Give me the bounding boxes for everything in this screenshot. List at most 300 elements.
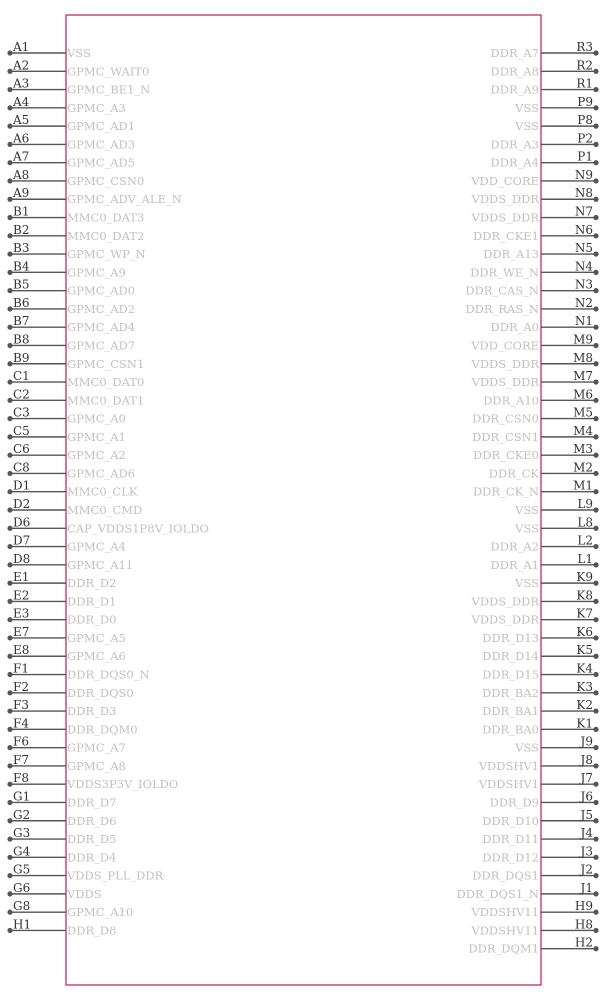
pin-number: K1 <box>576 716 593 731</box>
pin-number: B5 <box>13 277 30 292</box>
pin-number: J7 <box>580 771 593 786</box>
pin-a2 <box>7 58 149 78</box>
pin-number: A4 <box>13 94 30 109</box>
pin-end-dot <box>7 215 12 220</box>
pin-end-dot <box>593 69 598 74</box>
ic-body-outline <box>66 15 541 985</box>
pin-number: M9 <box>573 332 593 347</box>
pin-name: DDR_D6 <box>67 813 117 828</box>
pin-name: DDR_DQM1 <box>468 941 539 956</box>
pin-end-dot <box>593 946 598 951</box>
pin-name: GPMC_A5 <box>67 630 126 645</box>
pin-end-dot <box>593 87 598 92</box>
pin-number: G4 <box>13 844 31 859</box>
pin-name: DDR_CSN0 <box>472 411 539 426</box>
pin-end-dot <box>593 489 598 494</box>
pin-end-dot <box>593 124 598 129</box>
pin-b2 <box>7 223 144 243</box>
pin-end-dot <box>7 197 12 202</box>
pin-end-dot <box>593 325 598 330</box>
pin-a4 <box>7 95 125 115</box>
pin-end-dot <box>7 635 12 640</box>
pin-number: P8 <box>577 113 593 128</box>
pin-end-dot <box>593 544 598 549</box>
pin-number: J1 <box>580 880 593 895</box>
pin-name: DDR_A3 <box>490 137 539 152</box>
pin-d8 <box>7 552 133 572</box>
pin-end-dot <box>593 891 598 896</box>
pin-end-dot <box>7 471 12 476</box>
pin-m8 <box>471 351 599 371</box>
pin-end-dot <box>7 891 12 896</box>
pin-number: C3 <box>13 405 30 420</box>
pin-end-dot <box>593 581 598 586</box>
pin-name: GPMC_A8 <box>67 758 126 773</box>
pin-number: A9 <box>13 186 30 201</box>
pin-name: DDR_BA0 <box>482 722 539 737</box>
pin-name: DDR_DQS1 <box>472 868 539 883</box>
pin-number: F7 <box>13 752 29 767</box>
pin-b4 <box>7 259 125 279</box>
pin-number: M1 <box>573 478 593 493</box>
pin-number: H9 <box>574 899 593 914</box>
pin-number: G6 <box>13 880 31 895</box>
pin-end-dot <box>7 507 12 512</box>
pin-end-dot <box>7 142 12 147</box>
pin-c2 <box>7 387 144 407</box>
pin-name: DDR_D1 <box>67 594 117 609</box>
pin-end-dot <box>593 434 598 439</box>
pin-end-dot <box>593 160 598 165</box>
pin-number: B7 <box>13 314 30 329</box>
pin-number: C8 <box>13 460 30 475</box>
pin-number: C2 <box>13 387 30 402</box>
pin-number: H2 <box>574 935 593 950</box>
pin-end-dot <box>7 928 12 933</box>
pin-d2 <box>7 497 142 517</box>
pin-end-dot <box>7 763 12 768</box>
pin-g2 <box>7 808 116 828</box>
pin-number: J5 <box>580 807 593 822</box>
pin-name: VDDS_DDR <box>471 375 539 390</box>
pin-k7 <box>471 607 599 627</box>
pin-name: GPMC_AD2 <box>67 301 136 316</box>
pin-name: GPMC_AD6 <box>67 466 136 481</box>
pin-number: J3 <box>580 844 593 859</box>
pin-number: E8 <box>13 643 30 658</box>
pin-name: GPMC_A7 <box>67 740 126 755</box>
pin-number: A2 <box>13 58 30 73</box>
pin-name: DDR_D13 <box>482 630 539 645</box>
pin-name: DDR_D10 <box>482 813 539 828</box>
pin-name: VDDSHV1 <box>478 758 539 773</box>
pin-end-dot <box>7 105 12 110</box>
pin-name: GPMC_A10 <box>67 905 134 920</box>
pin-name: DDR_D14 <box>482 649 539 664</box>
pin-name: DDR_A1 <box>490 557 539 572</box>
pin-p2 <box>491 131 599 151</box>
pin-d6 <box>7 515 209 535</box>
pin-end-dot <box>7 343 12 348</box>
pin-name: GPMC_A11 <box>67 557 134 572</box>
pin-e2 <box>7 588 116 608</box>
pin-g4 <box>7 844 116 864</box>
pin-name: GPMC_ADV_ALE_N <box>67 192 182 207</box>
pin-number: B4 <box>13 259 30 274</box>
pin-name: VSS <box>515 503 539 517</box>
pin-number: P2 <box>577 131 593 146</box>
pin-f1 <box>7 662 149 682</box>
pin-e8 <box>7 643 125 663</box>
pin-end-dot <box>593 727 598 732</box>
pin-number: G3 <box>13 826 31 841</box>
pin-name: DDR_D5 <box>67 832 117 847</box>
pin-m1 <box>473 479 599 499</box>
pin-number: G8 <box>13 899 31 914</box>
pin-name: GPMC_BE1_N <box>67 82 151 97</box>
pin-name: DDR_A9 <box>490 82 539 97</box>
pin-f8 <box>7 771 178 791</box>
pin-number: C5 <box>13 423 30 438</box>
pin-name: DDR_D12 <box>482 850 539 865</box>
pin-name: VDD_CORE <box>471 173 539 188</box>
pin-a7 <box>7 150 135 170</box>
pin-name: VSS <box>67 46 91 60</box>
pin-end-dot <box>593 526 598 531</box>
pin-number: M8 <box>573 350 593 365</box>
pin-number: E7 <box>13 624 30 639</box>
pin-end-dot <box>7 818 12 823</box>
pin-number: G2 <box>13 807 31 822</box>
pin-name: GPMC_A3 <box>67 100 126 115</box>
pin-name: DDR_DQS0 <box>67 685 134 700</box>
pin-number: N8 <box>574 186 593 201</box>
pin-end-dot <box>593 818 598 823</box>
pin-number: M2 <box>573 460 593 475</box>
pin-number: N4 <box>574 259 593 274</box>
pin-number: N3 <box>574 277 593 292</box>
pin-end-dot <box>7 727 12 732</box>
pin-a5 <box>7 113 135 133</box>
pin-end-dot <box>593 745 598 750</box>
pin-d7 <box>7 534 125 554</box>
pin-number: N9 <box>574 167 593 182</box>
pin-number: K4 <box>576 661 593 676</box>
pin-c8 <box>7 460 135 480</box>
pin-end-dot <box>7 69 12 74</box>
pin-h9 <box>470 899 598 919</box>
pin-number: J9 <box>580 734 593 749</box>
pin-j9 <box>514 735 598 755</box>
pin-name: VDD_CORE <box>471 338 539 353</box>
pin-number: M7 <box>573 369 593 384</box>
pin-end-dot <box>7 306 12 311</box>
pin-name: VDDS <box>67 886 102 901</box>
pin-name: DDR_D7 <box>67 795 117 810</box>
pin-number: R2 <box>576 58 593 73</box>
pin-number: A1 <box>13 40 30 54</box>
pin-name: VSS <box>515 740 539 755</box>
pin-a3 <box>7 77 150 97</box>
pin-name: DDR_RAS_N <box>465 301 539 316</box>
pin-end-dot <box>593 251 598 256</box>
pin-number: B3 <box>13 241 30 256</box>
pin-number: H8 <box>574 917 593 932</box>
pin-end-dot <box>593 617 598 622</box>
pin-number: L9 <box>577 497 593 511</box>
pin-number: C6 <box>13 442 30 457</box>
pin-name: DDR_CKE1 <box>473 228 539 243</box>
pin-name: VDDS3P3V_IOLDO <box>67 777 179 792</box>
pin-name: DDR_DQM0 <box>67 722 138 737</box>
pin-name: DDR_A13 <box>483 247 539 262</box>
pin-end-dot <box>7 489 12 494</box>
pin-m5 <box>472 406 599 426</box>
pin-name: DDR_DQS0_N <box>67 667 150 682</box>
pin-number: E1 <box>13 570 30 585</box>
pin-number: K9 <box>576 570 593 585</box>
pin-l9 <box>514 497 598 517</box>
pin-number: A6 <box>13 131 30 146</box>
pin-end-dot <box>593 288 598 293</box>
pin-end-dot <box>7 672 12 677</box>
pin-number: F3 <box>13 698 29 713</box>
pin-end-dot <box>593 142 598 147</box>
pin-name: VSS <box>515 521 539 536</box>
pin-h8 <box>470 917 598 937</box>
pin-number: F2 <box>13 679 29 694</box>
pin-g8 <box>7 899 133 919</box>
pin-end-dot <box>593 215 598 220</box>
pin-name: GPMC_AD5 <box>67 155 136 170</box>
pin-name: DDR_A0 <box>490 320 539 335</box>
pin-name: GPMC_A1 <box>67 429 126 444</box>
pin-end-dot <box>593 855 598 860</box>
pin-end-dot <box>7 617 12 622</box>
pin-end-dot <box>7 50 12 55</box>
pin-name: MMC0_DAT2 <box>67 228 145 243</box>
pin-number: J2 <box>580 862 593 877</box>
pin-n1 <box>491 314 599 334</box>
pin-end-dot <box>7 416 12 421</box>
pin-g3 <box>7 826 116 846</box>
pin-end-dot <box>593 800 598 805</box>
pin-name: GPMC_WAIT0 <box>67 64 150 79</box>
pin-b1 <box>7 205 144 225</box>
pin-name: MMC0_DAT1 <box>67 393 145 408</box>
pin-l8 <box>514 515 598 535</box>
pin-e7 <box>7 625 125 645</box>
pin-p9 <box>514 95 598 115</box>
pin-end-dot <box>593 928 598 933</box>
pin-b3 <box>7 241 145 261</box>
pin-end-dot <box>7 233 12 238</box>
pin-end-dot <box>7 178 12 183</box>
pin-p8 <box>514 113 598 133</box>
pin-end-dot <box>593 416 598 421</box>
pin-number: A5 <box>13 113 30 128</box>
pin-end-dot <box>593 453 598 458</box>
pin-name: VSS <box>515 576 539 591</box>
pin-number: N5 <box>574 241 593 256</box>
pin-name: DDR_BA1 <box>482 704 539 719</box>
pin-end-dot <box>7 379 12 384</box>
pin-end-dot <box>7 453 12 458</box>
pin-b8 <box>7 332 135 352</box>
pin-l2 <box>491 534 599 554</box>
pin-b6 <box>7 296 135 316</box>
pin-number: D2 <box>13 497 31 511</box>
pin-number: D8 <box>13 551 31 566</box>
pin-name: MMC0_CLK <box>67 484 138 499</box>
pin-r2 <box>491 58 599 78</box>
pin-m4 <box>472 424 599 444</box>
pin-name: VDDS_DDR <box>471 210 539 225</box>
pin-c1 <box>7 369 144 389</box>
pin-number: G1 <box>13 789 31 804</box>
pin-end-dot <box>593 471 598 476</box>
pin-number: M6 <box>573 387 593 402</box>
pin-f7 <box>7 753 125 773</box>
pin-name: DDR_CK <box>488 466 539 481</box>
pin-end-dot <box>7 910 12 915</box>
pin-number: N7 <box>574 204 593 219</box>
pin-r1 <box>491 77 599 97</box>
pin-name: VDDSHV11 <box>471 923 539 938</box>
pin-end-dot <box>593 910 598 915</box>
pin-name: DDR_D3 <box>67 704 117 719</box>
pin-end-dot <box>7 160 12 165</box>
pin-n7 <box>471 205 599 225</box>
pin-number: K7 <box>576 606 593 621</box>
pin-end-dot <box>593 178 598 183</box>
pin-end-dot <box>593 398 598 403</box>
pin-j8 <box>478 753 599 773</box>
pin-a9 <box>7 186 181 206</box>
pin-end-dot <box>593 361 598 366</box>
pin-number: D7 <box>13 533 31 548</box>
pin-end-dot <box>7 654 12 659</box>
pin-name: DDR_A8 <box>490 64 539 79</box>
pin-end-dot <box>593 690 598 695</box>
pin-number: L2 <box>577 533 593 548</box>
pin-k3 <box>482 680 599 700</box>
pin-name: DDR_A2 <box>490 539 539 554</box>
pin-end-dot <box>593 306 598 311</box>
pin-name: GPMC_WP_N <box>67 247 146 262</box>
pin-name: VDDS_DDR <box>471 594 539 609</box>
pin-end-dot <box>7 434 12 439</box>
pin-name: VDDS_DDR <box>471 192 539 207</box>
pin-end-dot <box>593 50 598 55</box>
pin-number: C1 <box>13 369 30 384</box>
pin-name: GPMC_A0 <box>67 411 126 426</box>
pin-number: M4 <box>573 423 593 438</box>
pin-end-dot <box>7 855 12 860</box>
pin-number: B9 <box>13 350 30 365</box>
pin-name: DDR_CAS_N <box>465 283 539 298</box>
pin-name: MMC0_DAT0 <box>67 375 145 390</box>
pin-name: VSS <box>515 119 539 134</box>
pin-l1 <box>491 552 599 572</box>
pin-number: K2 <box>576 698 593 713</box>
pin-j7 <box>478 771 599 791</box>
pin-m2 <box>489 460 599 480</box>
pin-end-dot <box>7 544 12 549</box>
pin-name: DDR_A4 <box>490 155 539 170</box>
pin-name: GPMC_AD4 <box>67 320 136 335</box>
pin-name: VDDS_DDR <box>471 612 539 627</box>
pin-r3 <box>491 40 599 60</box>
pin-name: VDDS_DDR <box>471 356 539 371</box>
pin-end-dot <box>7 325 12 330</box>
pin-name: GPMC_A9 <box>67 265 126 280</box>
pin-number: F4 <box>13 716 29 731</box>
pin-name: GPMC_AD7 <box>67 338 136 353</box>
pin-end-dot <box>593 105 598 110</box>
pin-b5 <box>7 278 135 298</box>
pin-j2 <box>472 863 598 883</box>
pin-end-dot <box>7 599 12 604</box>
pin-number: J4 <box>580 826 593 841</box>
pin-f2 <box>7 680 133 700</box>
pin-f4 <box>7 716 137 736</box>
pin-end-dot <box>7 745 12 750</box>
pin-k9 <box>514 570 598 590</box>
pin-end-dot <box>593 763 598 768</box>
pin-n2 <box>465 296 598 316</box>
pin-c5 <box>7 424 125 444</box>
pin-number: G5 <box>13 862 31 877</box>
pin-number: F8 <box>13 771 29 786</box>
pin-number: B8 <box>13 332 30 347</box>
pin-name: GPMC_A4 <box>67 539 126 554</box>
pin-name: VDDS_PLL_DDR <box>67 868 164 883</box>
pin-c3 <box>7 406 125 426</box>
pin-name: GPMC_CSN1 <box>67 356 145 371</box>
pin-name: DDR_D8 <box>67 923 117 938</box>
left-pin-column <box>7 40 209 937</box>
pin-h1 <box>7 917 116 937</box>
pin-f3 <box>7 698 116 718</box>
pin-name: DDR_D2 <box>67 576 117 591</box>
pin-number: N6 <box>574 222 593 237</box>
pin-end-dot <box>593 197 598 202</box>
pin-end-dot <box>7 690 12 695</box>
pin-b9 <box>7 351 144 371</box>
pin-number: P1 <box>577 149 593 164</box>
pin-b7 <box>7 314 135 334</box>
pin-end-dot <box>593 507 598 512</box>
pin-end-dot <box>593 233 598 238</box>
pin-end-dot <box>7 361 12 366</box>
pin-n9 <box>470 168 598 188</box>
pin-g6 <box>7 881 101 901</box>
pin-a1 <box>7 40 91 60</box>
pin-name: VSS <box>515 100 539 115</box>
pin-k8 <box>471 588 599 608</box>
pin-number: K8 <box>576 588 593 603</box>
pin-name: GPMC_AD1 <box>67 119 136 134</box>
pin-end-dot <box>593 379 598 384</box>
pin-name: DDR_CKE0 <box>473 448 539 463</box>
pin-p1 <box>491 150 599 170</box>
pin-number: B1 <box>13 204 30 219</box>
pin-end-dot <box>593 873 598 878</box>
pin-name: DDR_DQS1_N <box>456 886 539 901</box>
pin-end-dot <box>593 270 598 275</box>
pin-number: F6 <box>13 734 29 749</box>
